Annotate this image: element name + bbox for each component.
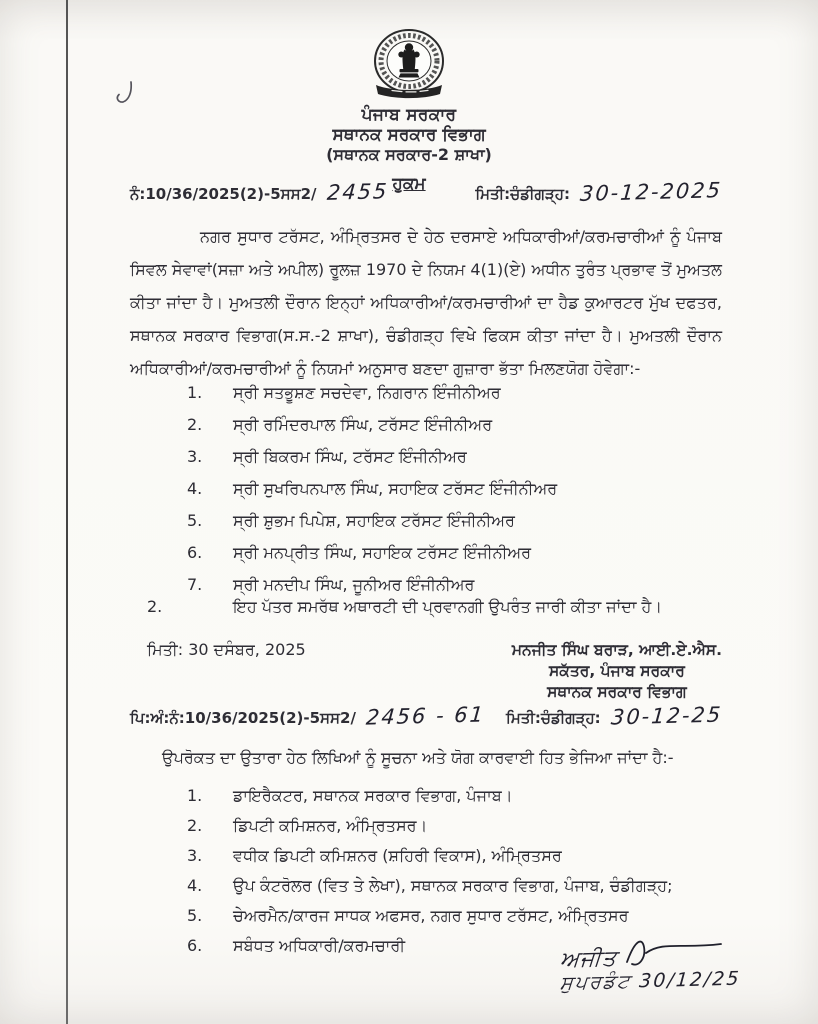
covering-line: ਉਪਰੋਕਤ ਦਾ ਉਤਾਰਾ ਹੇਠ ਲਿਖਿਆਂ ਨੂੰ ਸੂਚਨਾ ਅਤੇ ਯੋਗ ਕਾਰਵਾਈ ਹਿਤ ਭੇਜਿਆ ਜਾਂਦਾ ਹੈ:- (162, 748, 674, 767)
officer-name-designation: ਸ੍ਰੀ ਸ਼ੁਭਮ ਪਿਪੇਸ਼, ਸਹਾਇਕ ਟਰੱਸਟ ਇੰਜੀਨੀਅਰ (233, 511, 515, 530)
item-number: 5. (187, 511, 203, 530)
reference-number-handwritten: 2455 (325, 179, 389, 205)
item-number: 3. (187, 447, 203, 466)
recipient: ਚੇਅਰਮੈਨ/ਕਾਰਜ ਸਾਧਕ ਅਫਸਰ, ਨਗਰ ਸੁਧਾਰ ਟਰੱਸਟ, ਅੰਮ੍ਰਿਤਸਰ (233, 906, 629, 925)
officer-name-designation: ਸ੍ਰੀ ਮਨਪ੍ਰੀਤ ਸਿੰਘ, ਸਹਾਇਕ ਟਰੱਸਟ ਇੰਜੀਨੀਅਰ (233, 543, 532, 562)
document-type: ਹੁਕਮ (392, 174, 426, 194)
approval-note-text: ਇਹ ਪੱਤਰ ਸਮਰੱਥ ਅਥਾਰਟੀ ਦੀ ਪ੍ਰਵਾਨਗੀ ਉਪਰੰਤ ਜਾਰੀ ਕੀਤਾ ਜਾਂਦਾ ਹੈ। (233, 597, 663, 616)
item-number: 1. (187, 383, 203, 402)
reference-row (130, 180, 722, 204)
item-number: 6. (187, 543, 203, 562)
recipient: ਡਿਪਟੀ ਕਮਿਸ਼ਨਰ, ਅੰਮ੍ਰਿਤਸਰ। (233, 816, 428, 835)
letterhead (0, 28, 818, 194)
recipient: ਵਧੀਕ ਡਿਪਟੀ ਕਮਿਸ਼ਨਰ (ਸ਼ਹਿਰੀ ਵਿਕਾਸ), ਅੰਮ੍ਰਿਤਸਰ (233, 846, 562, 865)
item-number: 4. (187, 479, 203, 498)
superintendent-signature (559, 934, 790, 995)
suspended-officers-list (130, 383, 722, 607)
item-number: 3. (187, 846, 203, 865)
item-number: 1. (187, 786, 203, 805)
recipient: ਸਬੰਧਤ ਅਧਿਕਾਰੀ/ਕਰਮਚਾਰੀ (233, 936, 406, 955)
date-handwritten: 30-12-2025 (579, 178, 723, 206)
list-item (130, 543, 722, 562)
punjab-government-seal-icon (359, 28, 459, 101)
list-item (130, 415, 722, 434)
government-name: ਪੰਜਾਬ ਸਰਕਾਰ (361, 105, 457, 125)
signature-block-row (130, 640, 722, 703)
list-item (130, 447, 722, 466)
endorsement-number-handwritten: 2456 - 61 (365, 702, 486, 730)
item-number: 2. (187, 415, 203, 434)
paragraph-number: 2. (147, 597, 163, 616)
list-item (130, 876, 722, 895)
item-number: 2. (187, 816, 203, 835)
officer-name-designation: ਸ੍ਰੀ ਮਨਦੀਪ ਸਿੰਘ, ਜੂਨੀਅਰ ਇੰਜੀਨੀਅਰ (233, 575, 475, 594)
signatory-department: ਸਥਾਨਕ ਸਰਕਾਰ ਵਿਭਾਗ (547, 683, 687, 701)
list-item (130, 906, 722, 925)
list-item (130, 479, 722, 498)
issue-date: ਮਿਤੀ: 30 ਦਸੰਬਰ, 2025 (147, 640, 306, 659)
endorsement-date-label: ਮਿਤੀ:ਚੰਡੀਗੜ੍ਹ: (506, 709, 601, 727)
department-name: ਸਥਾਨਕ ਸਰਕਾਰ ਵਿਭਾਗ (332, 125, 486, 145)
date-label: ਮਿਤੀ:ਚੰਡੀਗੜ੍ਹ: (475, 185, 570, 203)
recipient: ਡਾਇਰੈਕਟਰ, ਸਥਾਨਕ ਸਰਕਾਰ ਵਿਭਾਗ, ਪੰਜਾਬ। (233, 786, 513, 805)
reference-number-label: ਨੰ:10/36/2025(2)-5ਸਸ2/ (130, 185, 317, 203)
item-number: 7. (187, 575, 203, 594)
item-number: 4. (187, 876, 203, 895)
signatory-title: ਸਕੱਤਰ, ਪੰਜਾਬ ਸਰਕਾਰ (548, 662, 685, 680)
list-item (130, 816, 722, 835)
list-item (130, 511, 722, 530)
signatory-block (512, 640, 722, 703)
officer-name-designation: ਸ੍ਰੀ ਸਤਭੂਸ਼ਣ ਸਚਦੇਵਾ, ਨਿਗਰਾਨ ਇੰਜੀਨੀਅਰ (233, 383, 501, 402)
endorsement-number-label: ਪਿ:ਅੰ:ਨੰ:10/36/2025(2)-5ਸਸ2/ (130, 709, 356, 727)
officer-name-designation: ਸ੍ਰੀ ਬਿਕਰਮ ਸਿੰਘ, ਟਰੱਸਟ ਇੰਜੀਨੀਅਰ (233, 447, 467, 466)
officer-name-designation: ਸ੍ਰੀ ਰਮਿੰਦਰਪਾਲ ਸਿੰਘ, ਟਰੱਸਟ ਇੰਜੀਨੀਅਰ (233, 415, 493, 434)
order-paragraph: ਨਗਰ ਸੁਧਾਰ ਟਰੱਸਟ, ਅੰਮ੍ਰਿਤਸਰ ਦੇ ਹੇਠ ਦਰਸਾਏ ਅਧਿਕਾਰੀਆਂ/ਕਰਮਚਾਰੀਆਂ ਨੂੰ ਪੰਜਾਬ ਸਿਵਲ ਸੇਵਾਵਾਂ(ਸਜ਼ਾ ਅਤੇ ਅਪੀਲ) ਰੂਲਜ਼ 1970 ਦੇ ਨਿਯਮ 4(1)(ਏ) ਅਧੀਨ ਤੁਰੰਤ ਪ੍ਰਭਾਵ ਤੋਂ ਮੁਅਤਲ ਕੀਤਾ ਜਾਂਦਾ ਹੈ। ਮੁਅਤਲੀ ਦੌਰਾਨ ਇਨ੍ਹਾਂ ਅਧਿਕਾਰੀਆਂ/ਕਰਮਚਾਰੀਆਂ ਦਾ ਹੈਡ ਕੁਆਰਟਰ ਮੁੱਖ ਦਫਤਰ, ਸਥਾਨਕ ਸਰਕਾਰ ਵਿਭਾਗ(ਸ.ਸ.-2 ਸ਼ਾਖਾ), ਚੰਡੀਗੜ੍ਹ ਵਿਖੇ ਫਿਕਸ ਕੀਤਾ ਜਾਂਦਾ ਹੈ। ਮੁਅਤਲੀ ਦੌਰਾਨ ਅਧਿਕਾਰੀਆਂ/ਕਰਮਚਾਰੀਆਂ ਨੂੰ ਨਿਯਮਾਂ ਅਨੁਸਾਰ ਬਣਦਾ ਗੁਜ਼ਾਰਾ ਭੱਤਾ ਮਿਲਣਯੋਗ ਹੋਵੇਗਾ:- (130, 227, 722, 378)
officer-name-designation: ਸ੍ਰੀ ਸੁਖਰਿਪਨਪਾਲ ਸਿੰਘ, ਸਹਾਇਕ ਟਰੱਸਟ ਇੰਜੀਨੀਅਰ (233, 479, 558, 498)
branch-name: (ਸਥਾਨਕ ਸਰਕਾਰ-2 ਸ਼ਾਖਾ) (326, 145, 492, 164)
signature-flourish-icon (619, 934, 729, 972)
item-number: 5. (187, 906, 203, 925)
list-item (130, 786, 722, 805)
approval-note (130, 597, 722, 617)
endorsement-row (130, 704, 722, 728)
list-item (130, 846, 722, 865)
signature-scribble-text: ਅਜੀਤ (559, 946, 618, 973)
item-number: 6. (187, 936, 203, 955)
endorsement-date-handwritten: 30-12-25 (609, 702, 723, 730)
recipient: ਉਪ ਕੰਟਰੋਲਰ (ਵਿਤ ਤੇ ਲੇਖਾ), ਸਥਾਨਕ ਸਰਕਾਰ ਵਿਭਾਗ, ਪੰਜਾਬ, ਚੰਡੀਗੜ੍ਹ; (233, 876, 673, 895)
list-item (130, 383, 722, 402)
signatory-name: ਮਨਜੀਤ ਸਿੰਘ ਬਰਾੜ, ਆਈ.ਏ.ਐਸ. (511, 641, 722, 659)
list-item (130, 575, 722, 594)
signature-title-date: ਸੁਪਰਡੰਟ 30/12/25 (559, 967, 742, 995)
